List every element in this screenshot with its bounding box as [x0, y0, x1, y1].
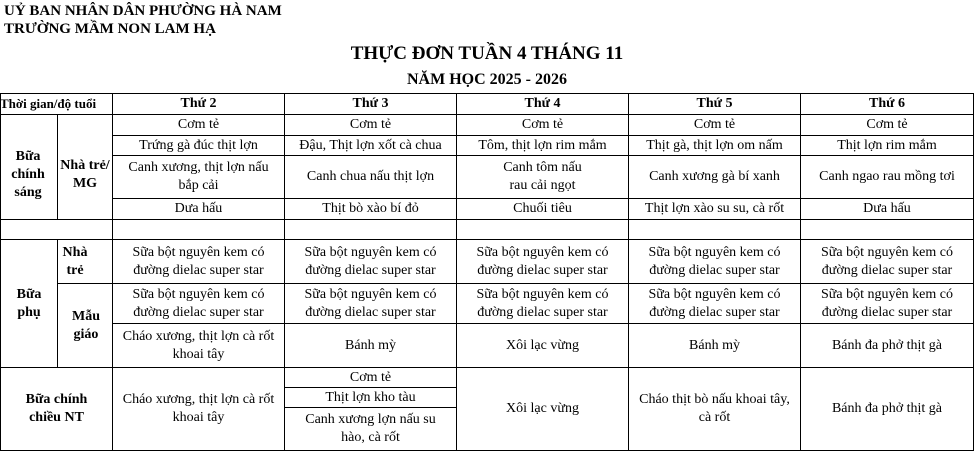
- breakfast-main-wed: Tôm, thịt lợn rim mắm: [478, 137, 607, 153]
- page-title: THỰC ĐƠN TUẦN 4 THÁNG 11: [350, 43, 624, 64]
- breakfast-rice-fri: Cơm tẻ: [866, 117, 908, 132]
- school-name: TRƯỜNG MẦM NON LAM HẠ: [4, 21, 216, 37]
- snack-nursery-fri: Sữa bột nguyên kem có đường dielac super star: [820, 244, 953, 278]
- day-header-wed: Thứ 4: [524, 96, 561, 111]
- snack-nursery-mon: Sữa bột nguyên kem có đường dielac super star: [132, 244, 265, 278]
- afternoon-tue-main: Thịt lợn kho tàu: [325, 389, 416, 405]
- breakfast-main-mon: Trứng gà đúc thịt lợn: [139, 137, 258, 153]
- snack-nursery-wed: Sữa bột nguyên kem có đường dielac super star: [476, 244, 609, 278]
- snack-kinder-milk-tue: Sữa bột nguyên kem có đường dielac super star: [304, 286, 437, 320]
- breakfast-soup-wed: Canh tôm nấu rau cải ngọt: [503, 160, 582, 193]
- snack-nursery-label: Nhà trẻ: [62, 244, 88, 278]
- afternoon-mon: Cháo xương, thịt lợn cà rốt khoai tây: [122, 392, 275, 425]
- breakfast-main-tue: Đậu, Thịt lợn xốt cà chua: [299, 137, 442, 153]
- page-subtitle: NĂM HỌC 2025 - 2026: [407, 71, 567, 88]
- authority-name: UỶ BAN NHÂN DÂN PHƯỜNG HÀ NAM: [4, 3, 282, 19]
- breakfast-rice-wed: Cơm tẻ: [521, 117, 564, 132]
- snack-kinder-food-fri: Bánh đa phở thịt gà: [831, 337, 943, 353]
- snack-kinder-milk-wed: Sữa bột nguyên kem có đường dielac super star: [476, 286, 609, 320]
- breakfast-soup-tue: Canh chua nấu thịt lợn: [306, 169, 435, 184]
- afternoon-label: Bữa chính chiều NT: [25, 392, 88, 425]
- breakfast-rice-mon: Cơm tẻ: [177, 117, 220, 132]
- snack-kinder-label: Mẫu giáo: [72, 308, 100, 342]
- breakfast-main-fri: Thịt lợn rim mắm: [837, 137, 937, 153]
- snack-kinder-milk-thu: Sữa bột nguyên kem có đường dielac super star: [648, 286, 781, 320]
- breakfast-soup-mon: Canh xương, thịt lợn nấu bắp cải: [128, 160, 269, 193]
- breakfast-age-label: Nhà trẻ/ MG: [60, 158, 110, 191]
- day-header-mon: Thứ 2: [180, 96, 217, 111]
- afternoon-tue-rice: Cơm tẻ: [349, 369, 392, 385]
- header-corner: Thời gian/độ tuổi: [0, 96, 97, 111]
- snack-nursery-tue: Sữa bột nguyên kem có đường dielac super star: [304, 244, 437, 278]
- breakfast-extra-fri: Dưa hấu: [863, 201, 911, 216]
- snack-kinder-food-mon: Cháo xương, thịt lợn cà rốt khoai tây: [122, 328, 275, 362]
- breakfast-extra-thu: Thịt lợn xào su su, cà rốt: [644, 201, 785, 216]
- breakfast-main-thu: Thịt gà, thịt lợn om nấm: [646, 137, 783, 153]
- afternoon-thu: Cháo thịt bò nấu khoai tây, cà rốt: [639, 392, 790, 425]
- breakfast-extra-wed: Chuối tiêu: [513, 201, 572, 216]
- snack-kinder-milk-fri: Sữa bột nguyên kem có đường dielac super star: [820, 286, 953, 320]
- breakfast-soup-fri: Canh ngao rau mồng tơi: [819, 169, 955, 184]
- snack-kinder-food-tue: Bánh mỳ: [345, 337, 396, 353]
- snack-kinder-food-wed: Xôi lạc vừng: [506, 337, 579, 353]
- breakfast-rice-tue: Cơm tẻ: [349, 117, 392, 132]
- afternoon-fri: Bánh đa phở thịt gà: [831, 401, 943, 416]
- breakfast-rice-thu: Cơm tẻ: [693, 117, 736, 132]
- day-header-thu: Thứ 5: [696, 96, 733, 111]
- breakfast-extra-tue: Thịt bò xào bí đỏ: [322, 201, 419, 216]
- day-header-fri: Thứ 6: [868, 96, 906, 111]
- afternoon-wed: Xôi lạc vừng: [506, 401, 579, 416]
- breakfast-label: Bữa chính sáng: [11, 149, 45, 200]
- snack-kinder-food-thu: Bánh mỳ: [689, 337, 740, 353]
- afternoon-tue-soup: Canh xương lợn nấu su hào, cà rốt: [305, 412, 436, 445]
- snack-nursery-thu: Sữa bột nguyên kem có đường dielac super star: [648, 244, 781, 278]
- day-header-tue: Thứ 3: [352, 96, 389, 111]
- snack-label: Bữa phụ: [16, 286, 42, 320]
- breakfast-extra-mon: Dưa hấu: [174, 201, 223, 216]
- snack-kinder-milk-mon: Sữa bột nguyên kem có đường dielac super star: [132, 286, 265, 320]
- breakfast-soup-thu: Canh xương gà bí xanh: [649, 169, 780, 184]
